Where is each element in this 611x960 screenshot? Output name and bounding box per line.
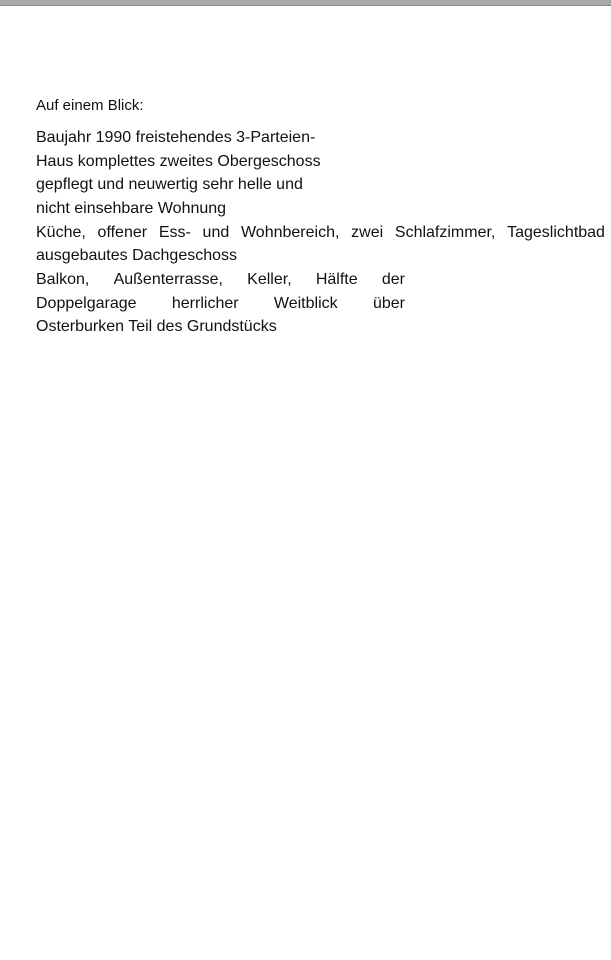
- word: Ess-: [158, 224, 191, 241]
- text-line: ausgebautes Dachgeschoss: [36, 247, 238, 264]
- word: Balkon,: [36, 271, 90, 288]
- word: Weitblick: [273, 295, 338, 312]
- word: Wohnbereich,: [240, 224, 340, 241]
- document-page: [0, 7, 611, 960]
- word: Hälfte: [315, 271, 358, 288]
- justified-text-line: [36, 293, 405, 315]
- word: über: [372, 295, 405, 312]
- word: zwei: [351, 224, 384, 241]
- word: der: [381, 271, 405, 288]
- text-line: Osterburken Teil des Grundstücks: [36, 318, 277, 335]
- word: offener: [97, 224, 148, 241]
- word: herrlicher: [171, 295, 239, 312]
- word: Schlafzimmer,: [394, 224, 496, 241]
- window-top-border: [0, 0, 611, 6]
- word: Tageslichtbad: [507, 224, 605, 241]
- word: Keller,: [247, 271, 292, 288]
- section-heading: Auf einem Blick:: [36, 97, 144, 114]
- text-line: Haus komplettes zweites Obergeschoss: [36, 153, 321, 170]
- word: Doppelgarage: [36, 295, 137, 312]
- justified-text-line: [36, 269, 405, 291]
- text-line: nicht einsehbare Wohnung: [36, 200, 227, 217]
- text-line: gepflegt und neuwertig sehr helle und: [36, 176, 303, 193]
- word: Außenterrasse,: [113, 271, 223, 288]
- word: und: [202, 224, 230, 241]
- text-line: Baujahr 1990 freistehendes 3-Parteien-: [36, 129, 316, 146]
- justified-text-line: [36, 222, 605, 244]
- word: Küche,: [36, 224, 86, 241]
